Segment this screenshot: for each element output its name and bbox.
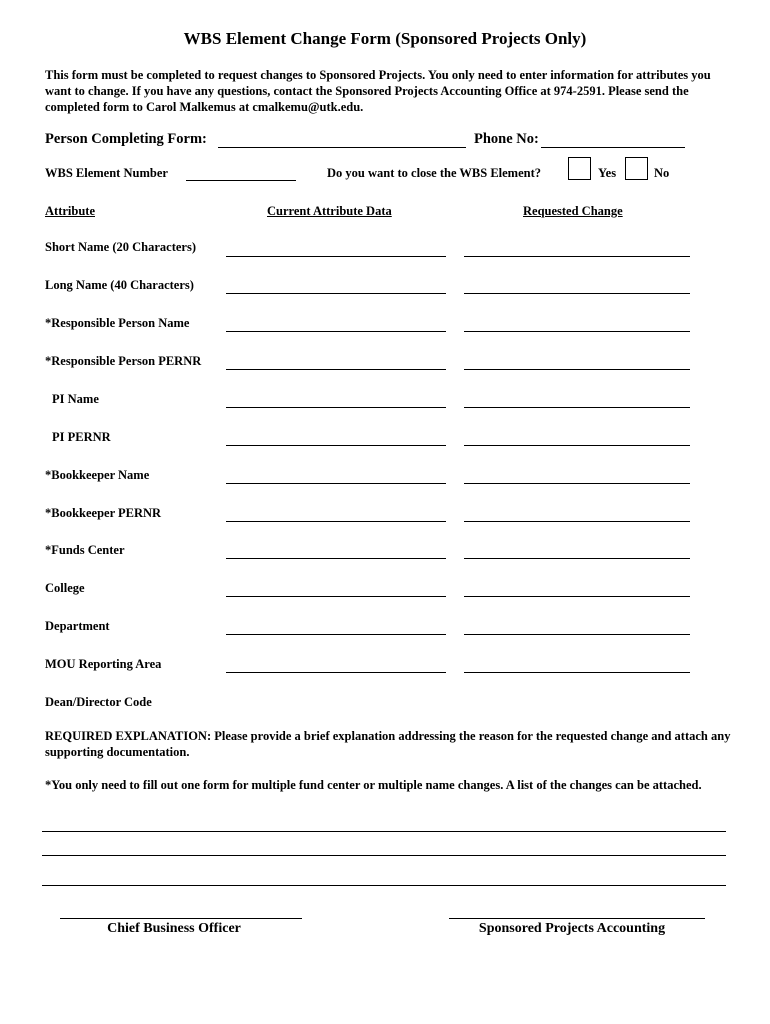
row-label-pi-name: PI Name	[52, 392, 99, 406]
phone-field[interactable]	[541, 147, 685, 148]
requested-pi-name-field[interactable]	[464, 407, 690, 408]
current-college-field[interactable]	[226, 596, 446, 597]
close-yes-label: Yes	[598, 166, 617, 180]
phone-label: Phone No:	[474, 131, 539, 147]
close-no-checkbox[interactable]	[625, 157, 648, 180]
explanation-line-2[interactable]	[42, 855, 726, 856]
row-label-pi-pernr: PI PERNR	[52, 430, 111, 444]
requested-bookkeeper-pernr-field[interactable]	[464, 521, 690, 522]
requested-change-header: Requested Change	[523, 204, 623, 218]
requested-responsible-person-name-field[interactable]	[464, 331, 690, 332]
current-bookkeeper-pernr-field[interactable]	[226, 521, 446, 522]
sponsored-projects-accounting-signature-line[interactable]	[449, 918, 705, 919]
requested-bookkeeper-name-field[interactable]	[464, 483, 690, 484]
close-wbs-question: Do you want to close the WBS Element?	[327, 166, 542, 180]
intro-paragraph: This form must be completed to request changes to Sponsored Projects. You only need to enter information for attributes you want to change. If you have any questions, contact the Sponsored Projects Accounting Office at 974-2591. Please send the completed form to Carol Malkemus at cmalkemu@utk.edu.	[45, 68, 711, 114]
explanation-line-1[interactable]	[42, 831, 726, 832]
current-mou-reporting-area-field[interactable]	[226, 672, 446, 673]
row-label-department: Department	[45, 619, 110, 633]
wbs-element-number-label: WBS Element Number	[45, 166, 168, 180]
requested-long-name-field[interactable]	[464, 293, 690, 294]
current-data-header: Current Attribute Data	[267, 204, 392, 218]
row-label-short-name: Short Name (20 Characters)	[45, 240, 197, 254]
requested-short-name-field[interactable]	[464, 256, 690, 257]
required-explanation: REQUIRED EXPLANATION: Please provide a brief explanation addressing the reason for the requested change and attach any supporting documentation.	[45, 729, 731, 759]
current-funds-center-field[interactable]	[226, 558, 446, 559]
close-no-label: No	[654, 166, 670, 180]
wbs-element-number-field[interactable]	[186, 180, 296, 181]
current-department-field[interactable]	[226, 634, 446, 635]
current-responsible-person-name-field[interactable]	[226, 331, 446, 332]
current-pi-pernr-field[interactable]	[226, 445, 446, 446]
row-label-responsible-person-name: *Responsible Person Name	[45, 316, 190, 330]
row-label-bookkeeper-pernr: *Bookkeeper PERNR	[45, 506, 162, 520]
chief-business-officer-signature-line[interactable]	[60, 918, 302, 919]
current-short-name-field[interactable]	[226, 256, 446, 257]
row-label-bookkeeper-name: *Bookkeeper Name	[45, 468, 150, 482]
current-long-name-field[interactable]	[226, 293, 446, 294]
person-completing-label: Person Completing Form:	[45, 131, 207, 147]
chief-business-officer-label: Chief Business Officer	[107, 921, 241, 936]
form-title: WBS Element Change Form (Sponsored Projects Only)	[183, 29, 587, 48]
requested-college-field[interactable]	[464, 596, 690, 597]
explanation-line-3[interactable]	[42, 885, 726, 886]
row-label-funds-center: *Funds Center	[45, 543, 125, 557]
requested-responsible-person-pernr-field[interactable]	[464, 369, 690, 370]
multiple-changes-note: *You only need to fill out one form for multiple fund center or multiple name changes. A list of the changes can be attached.	[45, 778, 702, 792]
current-bookkeeper-name-field[interactable]	[226, 483, 446, 484]
requested-mou-reporting-area-field[interactable]	[464, 672, 690, 673]
attribute-header: Attribute	[45, 204, 95, 218]
row-label-dean-director-code: Dean/Director Code	[45, 695, 152, 709]
current-pi-name-field[interactable]	[226, 407, 446, 408]
row-label-long-name: Long Name (40 Characters)	[45, 278, 194, 292]
row-label-mou-reporting-area: MOU Reporting Area	[45, 657, 162, 671]
close-yes-checkbox[interactable]	[568, 157, 591, 180]
person-completing-field[interactable]	[218, 147, 466, 148]
requested-department-field[interactable]	[464, 634, 690, 635]
row-label-responsible-person-pernr: *Responsible Person PERNR	[45, 354, 202, 368]
sponsored-projects-accounting-label: Sponsored Projects Accounting	[478, 921, 666, 936]
requested-funds-center-field[interactable]	[464, 558, 690, 559]
requested-pi-pernr-field[interactable]	[464, 445, 690, 446]
row-label-college: College	[45, 581, 85, 595]
current-responsible-person-pernr-field[interactable]	[226, 369, 446, 370]
